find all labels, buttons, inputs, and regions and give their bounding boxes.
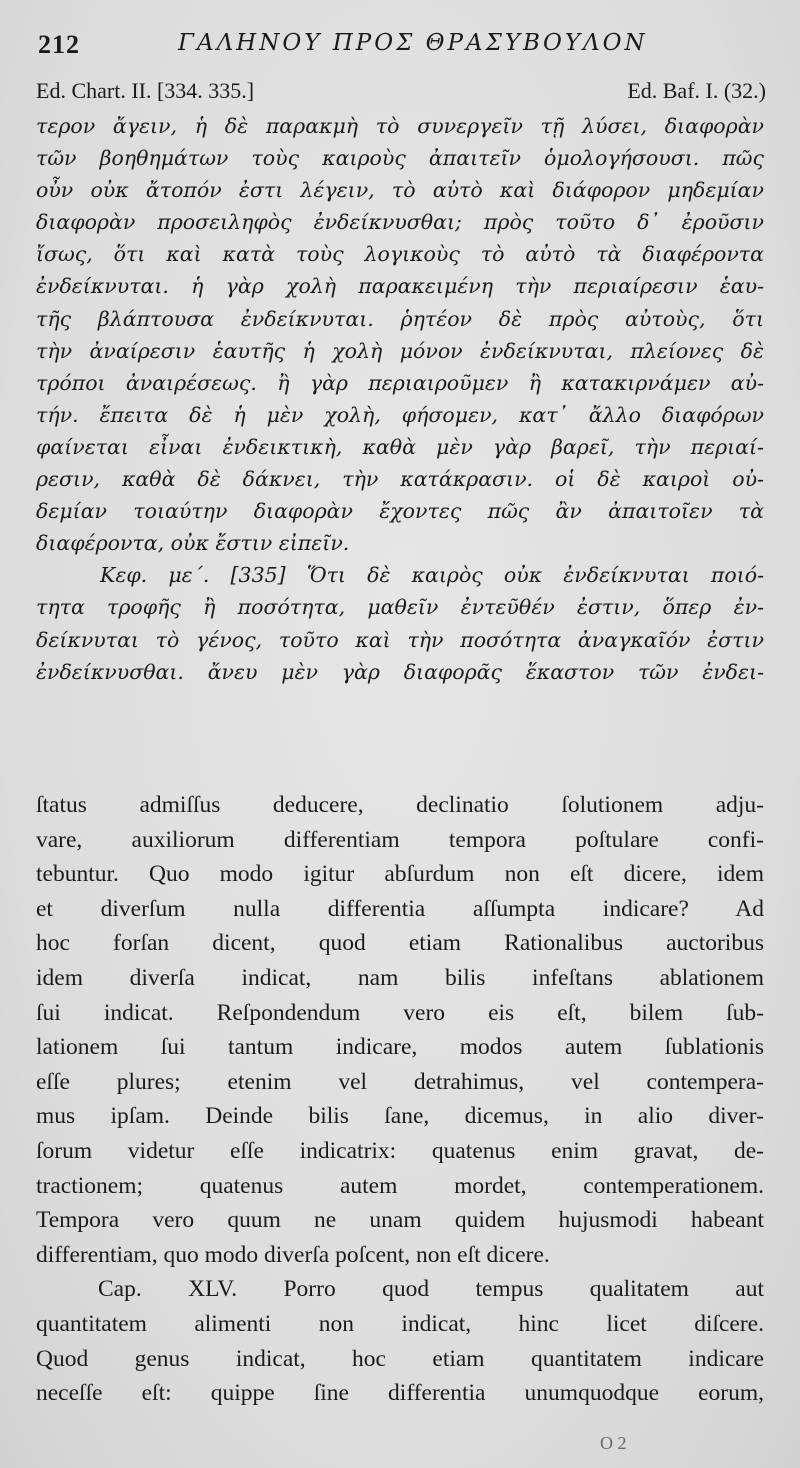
greek-line: διαφορὰν προσειληφὸς ἐνδείκνυσθαι; πρὸς τοῦτο δ᾽ ἐροῦσιν	[36, 210, 764, 235]
greek-line: τὴν ἀναίρεσιν ἑαυτῆς ἡ χολὴ μόνον ἐνδείκνυται, πλείονες δὲ	[36, 338, 764, 363]
latin-line: neceſſe eſt: quippe ſine differentia unumquodque eorum,	[36, 1380, 764, 1407]
greek-line: τῆς βλάπτουσα ἐνδείκνυται. ῥητέον δὲ πρὸς αὐτοὺς, ὅτι	[36, 306, 764, 331]
running-head	[38, 30, 768, 66]
latin-line: eſſe plures; etenim vel detrahimus, vel contempera-	[36, 1068, 764, 1095]
greek-line: δεμίαν τοιαύτην διαφορὰν ἔχοντες πῶς ἂν ἀπαιτοῖεν τὰ	[36, 499, 764, 524]
greek-line: δείκνυται τὸ γένος, τοῦτο καὶ τὴν ποσότητα ἀναγκαῖόν ἐστιν	[36, 627, 764, 652]
latin-chapter-heading-line: Cap. XLV. Porro quod tempus qualitatem aut	[98, 1276, 764, 1303]
latin-line: mus ipſam. Deinde bilis ſane, dicemus, in alio diver-	[36, 1103, 764, 1130]
greek-line: οὖν οὐκ ἄτοπόν ἐστι λέγειν, τὸ αὐτὸ καὶ διάφορον μηδεμίαν	[36, 178, 764, 203]
latin-line: ſtatus admiſſus deducere, declinatio ſolutionem adju-	[36, 792, 764, 818]
latin-line: ſui indicat. Reſpondendum vero eis eſt, bilem ſub-	[36, 999, 764, 1026]
latin-line: differentiam, quo modo diverſa poſcent, non eſt dicere.	[36, 1241, 550, 1268]
latin-line: Tempora vero quum ne unam quidem hujusmodi habeant	[36, 1207, 764, 1234]
edition-basel-ref: Ed. Baf. I. (32.)	[627, 78, 766, 103]
latin-line: tebuntur. Quo modo igitur abſurdum non eſt dicere, idem	[36, 861, 764, 888]
edition-references	[36, 78, 766, 106]
greek-line: τήν. ἔπειτα δὲ ἡ μὲν χολὴ, φήσομεν, κατ᾽ ἄλλο διαφόρων	[36, 402, 764, 427]
latin-line: vare, auxiliorum differentiam tempora poſtulare confi-	[36, 826, 764, 853]
greek-line: ρεσιν, καθὰ δὲ δάκνει, τὴν κατάκρασιν. οἱ δὲ καιροὶ οὐ-	[36, 467, 764, 492]
greek-line: τερον ἄγειν, ἡ δὲ παρακμὴ τὸ συνεργεῖν τῇ λύσει, διαφορὰν	[36, 114, 764, 138]
latin-line: ſorum videtur eſſe indicatrix: quatenus enim gravat, de-	[36, 1137, 764, 1164]
latin-line: tractionem; quatenus autem mordet, contemperationem.	[36, 1172, 764, 1199]
greek-chapter-heading-line: Κεφ. με΄. [335] Ὅτι δὲ καιρὸς οὐκ ἐνδείκνυται ποιό-	[100, 563, 764, 588]
greek-line: φαίνεται εἶναι ἐνδεικτικὴ, καθὰ μὲν γὰρ βαρεῖ, τὴν περιαί-	[36, 434, 764, 459]
greek-line: τητα τροφῆς ἢ ποσότητα, μαθεῖν ἐντεῦθέν ἐστιν, ὅπερ ἐν-	[36, 595, 764, 620]
greek-line: τρόποι ἀναιρέσεως. ἢ γὰρ περιαιροῦμεν ἢ κατακιρνάμεν αὐ-	[36, 370, 764, 395]
latin-line: et diverſum nulla differentia aſſumpta indicare? Ad	[36, 895, 764, 922]
latin-line: lationem ſui tantum indicare, modos autem ſublationis	[36, 1034, 764, 1061]
greek-line: διαφέροντα, οὐκ ἔστιν εἰπεῖν.	[36, 531, 350, 556]
greek-line: τῶν βοηθημάτων τοὺς καιροὺς ἀπαιτεῖν ὁμολογήσουσι. πῶς	[36, 146, 764, 171]
latin-line: idem diverſa indicat, nam bilis infeſtans ablationem	[36, 964, 764, 991]
latin-line: Quod genus indicat, hoc etiam quantitatem indicare	[36, 1345, 764, 1372]
page-number: 212	[38, 30, 80, 59]
latin-line: hoc forſan dicent, quod etiam Rationalibus auctoribus	[36, 930, 764, 957]
greek-line: ἐνδείκνυσθαι. ἄνευ μὲν γὰρ διαφορᾶς ἕκαστον τῶν ἐνδει-	[36, 659, 764, 684]
greek-text	[36, 110, 764, 688]
latin-text	[36, 788, 764, 1411]
edition-chartier-ref: Ed. Chart. II. [334. 335.]	[36, 78, 255, 103]
running-title: ΓΑΛΗΝΟΥ ΠΡΟΣ ΘΡΑΣΥΒΟΥΛΟΝ	[178, 30, 648, 56]
greek-line: ἐνδείκνυται. ἡ γὰρ χολὴ παρακειμένη τὴν περιαίρεσιν ἑαυ-	[36, 274, 764, 299]
greek-line: ἴσως, ὅτι καὶ κατὰ τοὺς λογικοὺς τὸ αὐτὸ τὰ διαφέροντα	[36, 242, 764, 267]
latin-line: quantitatem alimenti non indicat, hinc licet diſcere.	[36, 1310, 764, 1337]
signature-mark: O 2	[600, 1433, 627, 1453]
